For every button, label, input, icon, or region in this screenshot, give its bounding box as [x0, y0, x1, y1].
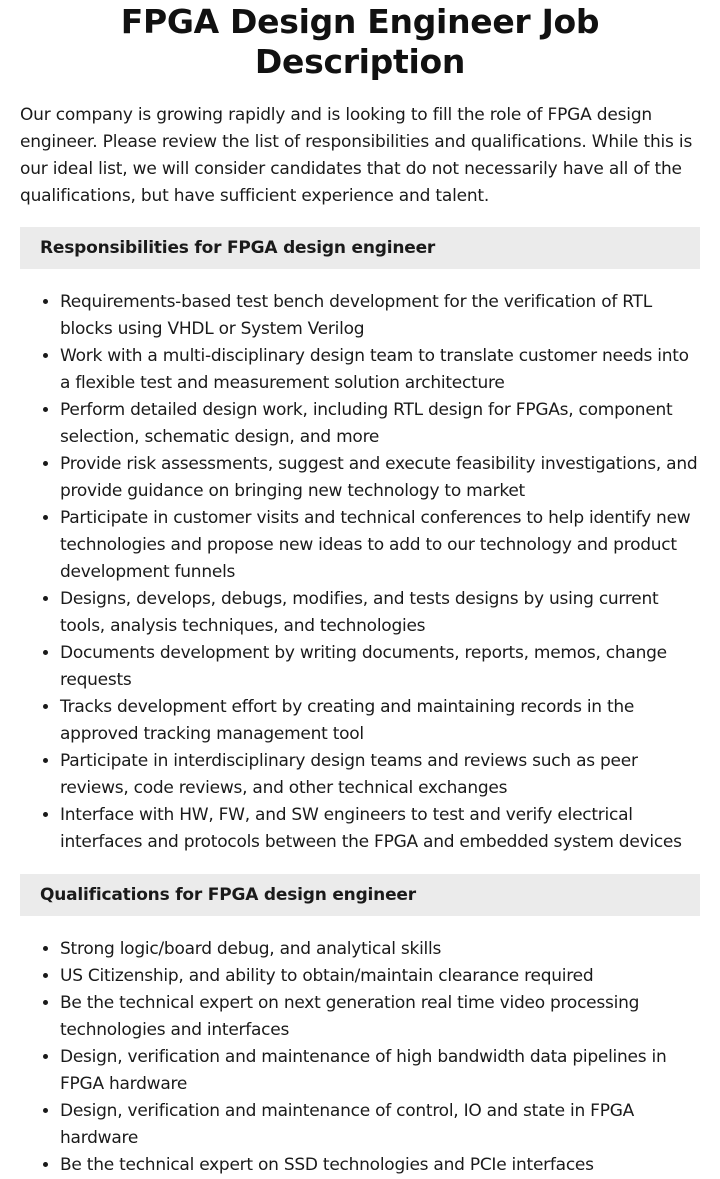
- list-item: • Designs, develops, debugs, modifies, and tests designs by using current tools, analysis techniques, and technologies: [60, 586, 700, 640]
- responsibilities-heading: Responsibilities for FPGA design engineer: [20, 227, 700, 269]
- list-item: • Be the technical expert on SSD technologies and PCIe interfaces: [60, 1152, 700, 1179]
- responsibilities-list: [20, 289, 700, 856]
- list-item: • Strong logic/board debug, and analytical skills: [60, 936, 700, 963]
- list-item: • Tracks development effort by creating and maintaining records in the approved tracking management tool: [60, 694, 700, 748]
- list-item: • Interface with HW, FW, and SW engineers to test and verify electrical interfaces and protocols between the FPGA and embedded system devices: [60, 802, 700, 856]
- list-item: • Design, verification and maintenance of control, IO and state in FPGA hardware: [60, 1098, 700, 1152]
- list-item: • Design, verification and maintenance of high bandwidth data pipelines in FPGA hardware: [60, 1044, 700, 1098]
- list-item: • Participate in interdisciplinary design teams and reviews such as peer reviews, code reviews, and other technical exchanges: [60, 748, 700, 802]
- qualifications-heading: Qualifications for FPGA design engineer: [20, 874, 700, 916]
- list-item: • Be the technical expert on next generation real time video processing technologies and interfaces: [60, 990, 700, 1044]
- list-item: • Participate in customer visits and technical conferences to help identify new technologies and propose new ideas to add to our technology and product development funnels: [60, 505, 700, 586]
- list-item: • Documents development by writing documents, reports, memos, change requests: [60, 640, 700, 694]
- list-item: • US Citizenship, and ability to obtain/maintain clearance required: [60, 963, 700, 990]
- qualifications-list: [20, 936, 700, 1179]
- page-title: FPGA Design Engineer Job Description: [120, 2, 600, 81]
- list-item: • Perform detailed design work, including RTL design for FPGAs, component selection, schematic design, and more: [60, 397, 700, 451]
- list-item: • Requirements-based test bench development for the verification of RTL blocks using VHDL or System Verilog: [60, 289, 700, 343]
- intro-paragraph: Our company is growing rapidly and is looking to fill the role of FPGA design engineer. Please review the list of responsibilities and qualifications. While this is our ideal list, we will consider candidates that do not necessarily have all of the qualifications, but have sufficient experience and talent.: [20, 105, 693, 206]
- list-item: • Work with a multi-disciplinary design team to translate customer needs into a flexible test and measurement solution architecture: [60, 343, 700, 397]
- list-item: • Provide risk assessments, suggest and execute feasibility investigations, and provide guidance on bringing new technology to market: [60, 451, 700, 505]
